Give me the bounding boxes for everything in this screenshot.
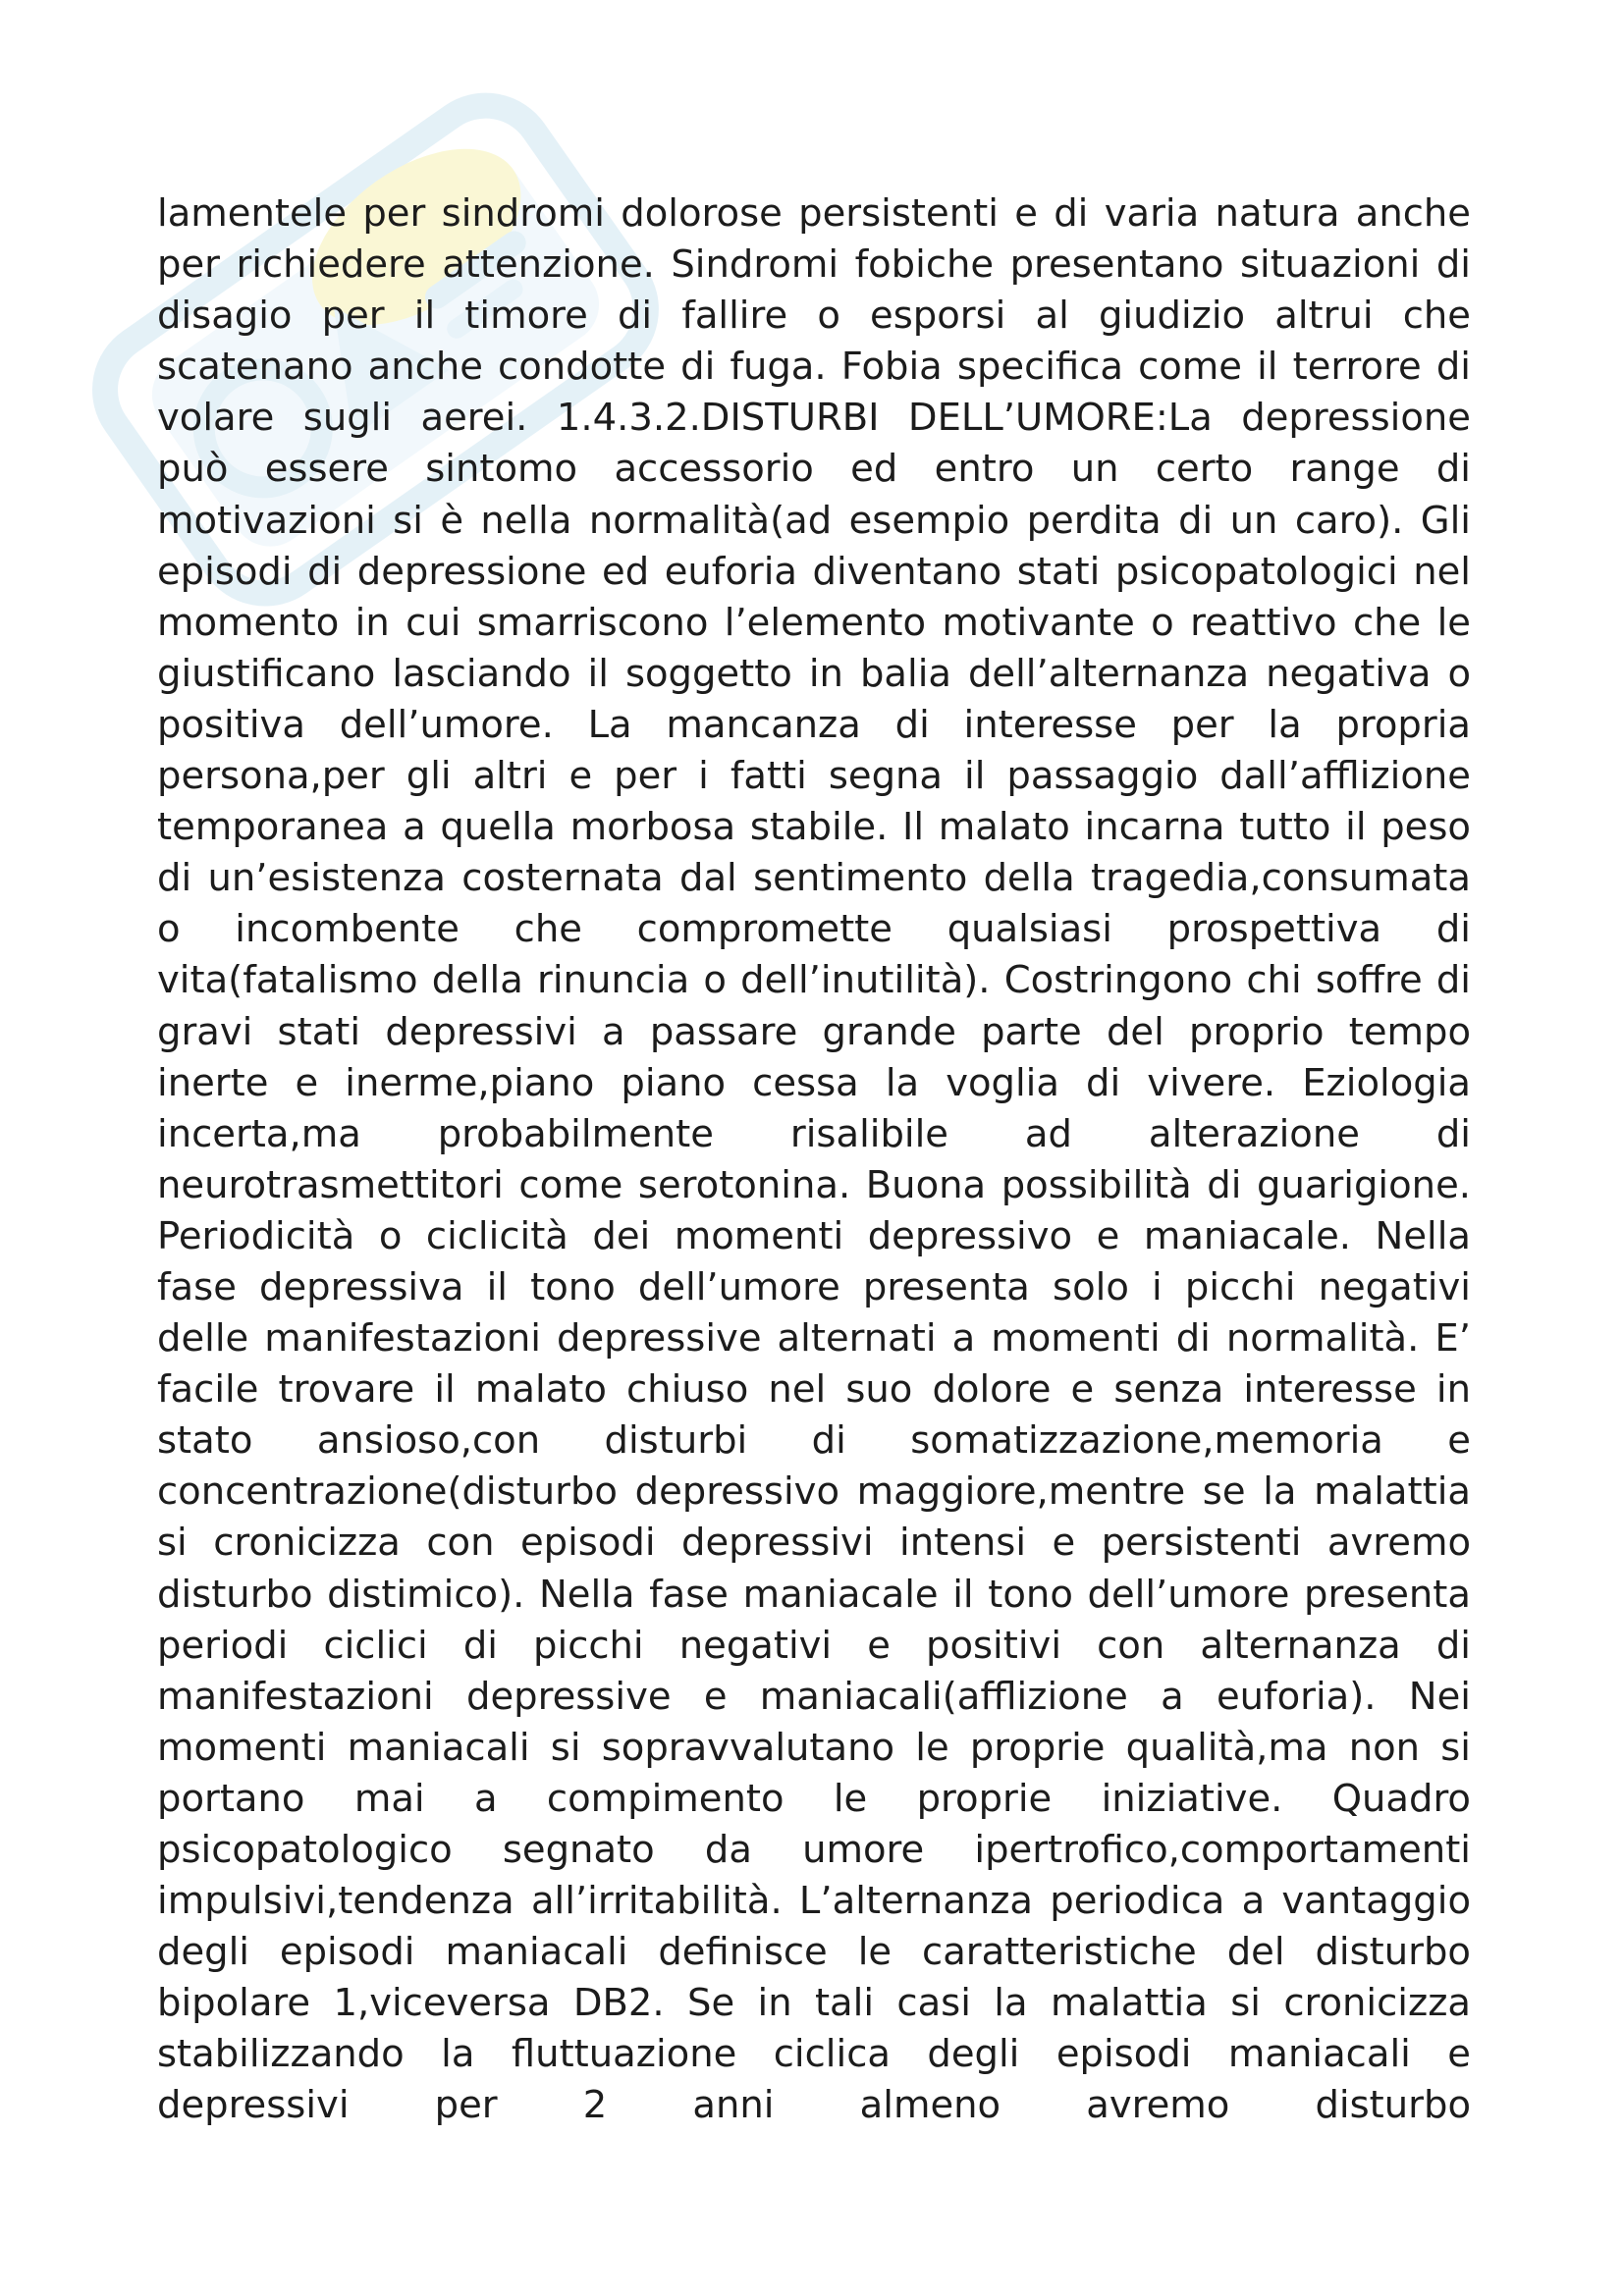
text-line: giustificano lasciando il soggetto in balia dell’alternanza negativa o [157, 651, 1471, 696]
text-line: psicopatologico segnato da umore ipertrofico,comportamenti [157, 1828, 1471, 1872]
text-line: portano mai a compimento le proprie iniziative. Quadro [157, 1776, 1471, 1821]
text-line: disagio per il timore di fallire o esporsi al giudizio altrui che [157, 294, 1471, 339]
text-line: Periodicità o ciclicità dei momenti depressivo e maniacale. Nella [157, 1213, 1471, 1258]
text-line: temporanea a quella morbosa stabile. Il malato incarna tutto il peso [157, 805, 1471, 850]
text-line: o incombente che compromette qualsiasi prospettiva di [157, 907, 1471, 952]
text-line: motivazioni si è nella normalità(ad esempio perdita di un caro). Gli [157, 498, 1471, 543]
text-line: scatenano anche condotte di fuga. Fobia specifica come il terrore di [157, 345, 1471, 390]
text-line: si cronicizza con episodi depressivi intensi e persistenti avremo [157, 1521, 1471, 1566]
text-line: disturbo distimico). Nella fase maniacale il tono dell’umore presenta [157, 1572, 1471, 1617]
text-line: inerte e inerme,piano piano cessa la voglia di vivere. Eziologia [157, 1060, 1471, 1105]
text-line: stato ansioso,con disturbi di somatizzazione,memoria e [157, 1418, 1471, 1464]
text-line: momenti maniacali si sopravvalutano le proprie qualità,ma non si [157, 1725, 1471, 1770]
text-line: vita(fatalismo della rinuncia o dell’inutilità). Costringono chi soffre di [157, 958, 1471, 1003]
text-line: può essere sintomo accessorio ed entro un certo range di [157, 447, 1471, 492]
text-line: persona,per gli altri e per i fatti segna il passaggio dall’afflizione [157, 754, 1471, 799]
text-line: concentrazione(disturbo depressivo maggiore,mentre se la malattia [157, 1469, 1471, 1515]
text-line: impulsivi,tendenza all’irritabilità. L’alternanza periodica a vantaggio [157, 1879, 1471, 1924]
text-line: fase depressiva il tono dell’umore presenta solo i picchi negativi [157, 1264, 1471, 1309]
text-line: gravi stati depressivi a passare grande parte del proprio tempo [157, 1009, 1471, 1054]
text-line: degli episodi maniacali definisce le caratteristiche del disturbo [157, 1930, 1471, 1975]
text-line: volare sugli aerei. 1.4.3.2.DISTURBI DELL’UMORE:La depressione [157, 396, 1471, 441]
body-text [157, 188, 1471, 2132]
text-line: manifestazioni depressive e maniacali(afflizione a euforia). Nei [157, 1674, 1471, 1719]
text-line: neurotrasmettitori come serotonina. Buona possibilità di guarigione. [157, 1162, 1471, 1207]
text-line: delle manifestazioni depressive alternati a momenti di normalità. E’ [157, 1316, 1471, 1362]
text-line: facile trovare il malato chiuso nel suo dolore e senza interesse in [157, 1367, 1471, 1413]
text-line: lamentele per sindromi dolorose persistenti e di varia natura anche [157, 191, 1471, 236]
text-line: bipolare 1,viceversa DB2. Se in tali casi la malattia si cronicizza [157, 1981, 1471, 2026]
text-line: episodi di depressione ed euforia diventano stati psicopatologici nel [157, 549, 1471, 594]
text-line: di un’esistenza costernata dal sentimento della tragedia,consumata [157, 856, 1471, 901]
text-line: periodi ciclici di picchi negativi e positivi con alternanza di [157, 1623, 1471, 1668]
text-line: positiva dell’umore. La mancanza di interesse per la propria [157, 702, 1471, 747]
text-line: incerta,ma probabilmente risalibile ad alterazione di [157, 1111, 1471, 1156]
text-line: depressivi per 2 anni almeno avremo disturbo [157, 2083, 1471, 2128]
text-line: stabilizzando la fluttuazione ciclica degli episodi maniacali e [157, 2032, 1471, 2077]
text-line: per richiedere attenzione. Sindromi fobiche presentano situazioni di [157, 242, 1471, 288]
text-line: momento in cui smarriscono l’elemento motivante o reattivo che le [157, 600, 1471, 645]
